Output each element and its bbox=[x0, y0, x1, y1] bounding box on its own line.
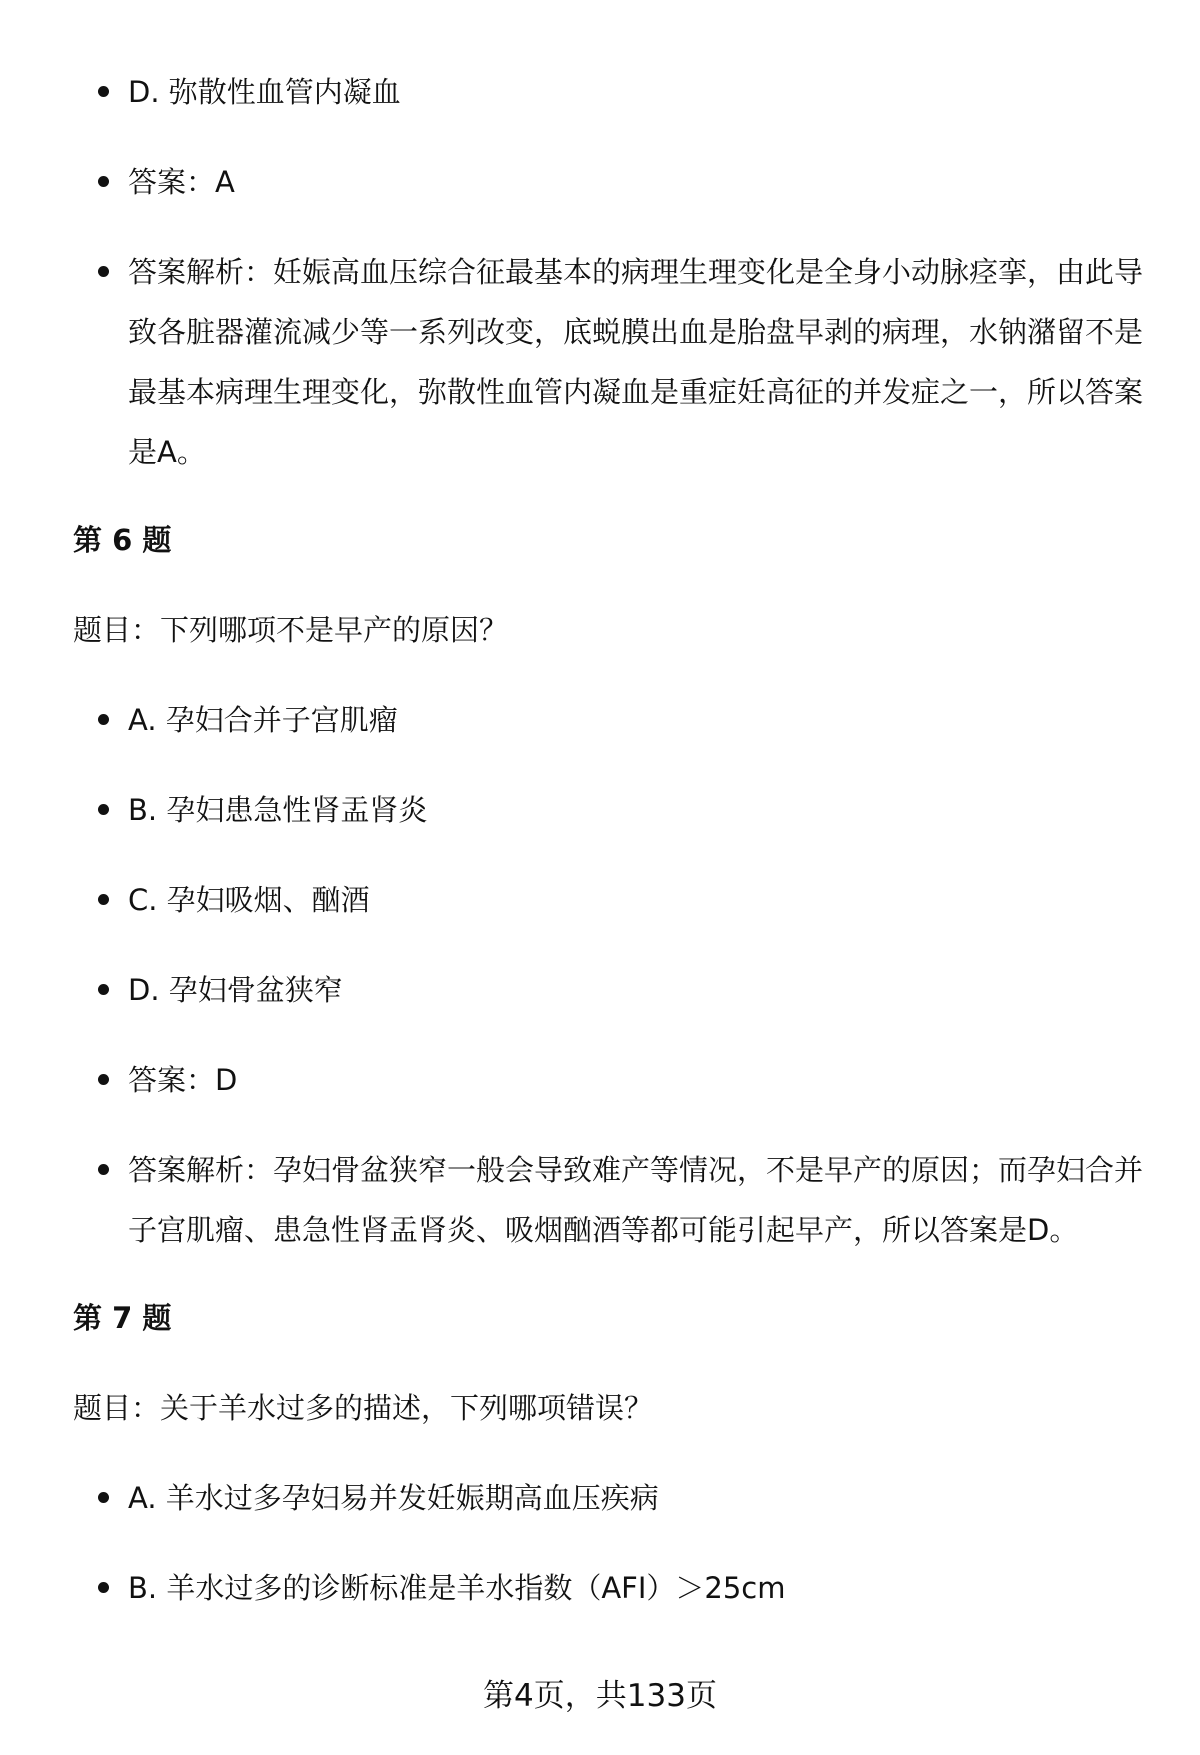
option-b: B. 孕妇患急性肾盂肾炎 bbox=[73, 780, 1148, 840]
question-text-7: 题目：关于羊水过多的描述，下列哪项错误？ bbox=[73, 1391, 654, 1425]
option-d: D. 孕妇骨盆狭窄 bbox=[73, 960, 1148, 1020]
option-c: C. 孕妇吸烟、酗酒 bbox=[73, 870, 1148, 930]
page-number-footer: 第4页，共133页 bbox=[483, 1678, 717, 1714]
answer: 答案：D bbox=[73, 1050, 1148, 1110]
q5-continued-list bbox=[73, 62, 1148, 482]
answer-explanation: 答案解析：妊娠高血压综合征最基本的病理生理变化是全身小动脉痉挛，由此导致各脏器灌流减少等一系列改变，底蜕膜出血是胎盘早剥的病理，水钠潴留不是最基本病理生理变化，弥散性血管内凝血是重症妊高征的并发症之一，所以答案是A。 bbox=[73, 242, 1148, 482]
option-d: D. 弥散性血管内凝血 bbox=[73, 62, 1148, 122]
answer: 答案：A bbox=[73, 152, 1148, 212]
option-a: A. 羊水过多孕妇易并发妊娠期高血压疾病 bbox=[73, 1468, 1148, 1528]
option-b: B. 羊水过多的诊断标准是羊水指数（AFI）＞25cm bbox=[73, 1558, 1148, 1618]
question-heading-7: 第 7 题 bbox=[73, 1301, 172, 1335]
document-body bbox=[73, 62, 1148, 1648]
q6-options-list bbox=[73, 690, 1148, 1260]
question-text-6: 题目：下列哪项不是早产的原因？ bbox=[73, 613, 509, 647]
option-a: A. 孕妇合并子宫肌瘤 bbox=[73, 690, 1148, 750]
question-heading-6: 第 6 题 bbox=[73, 523, 172, 557]
answer-explanation: 答案解析：孕妇骨盆狭窄一般会导致难产等情况，不是早产的原因；而孕妇合并子宫肌瘤、患急性肾盂肾炎、吸烟酗酒等都可能引起早产，所以答案是D。 bbox=[73, 1140, 1148, 1260]
q7-options-list bbox=[73, 1468, 1148, 1618]
